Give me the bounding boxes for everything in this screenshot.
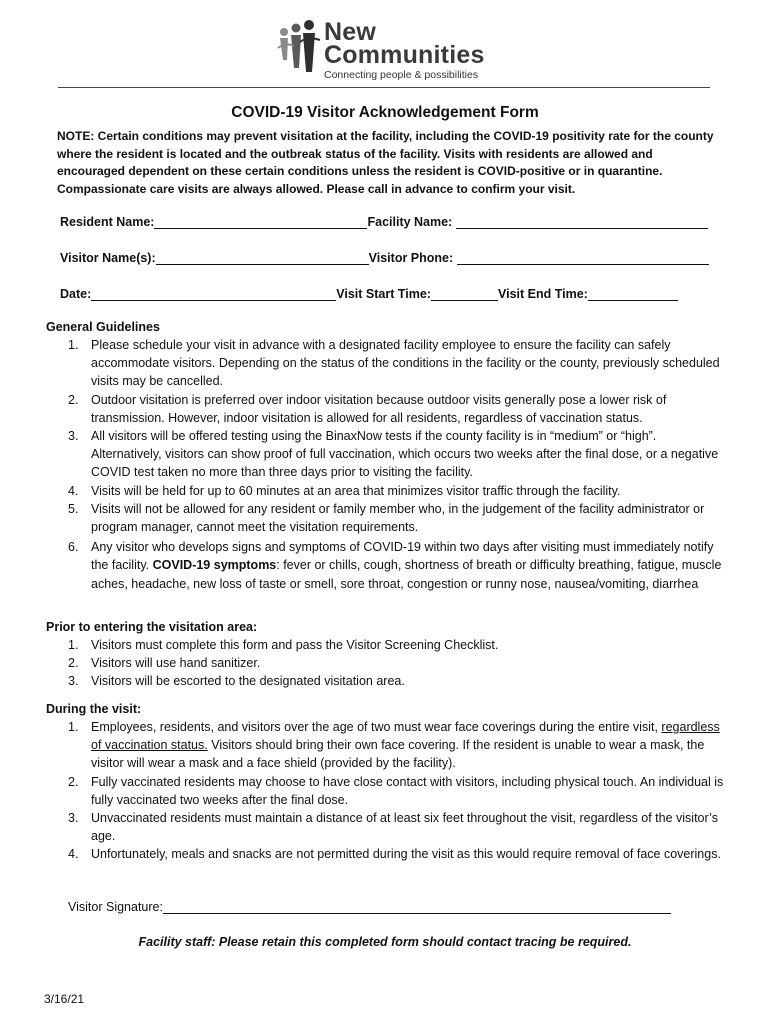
signature-label: Visitor Signature: (68, 900, 163, 914)
note-paragraph: NOTE: Certain conditions may prevent visitation at the facility, including the COVID-19 positivity rate for the county where the resident is located and the outbreak status of the facility. Visits with residents are allowed and encouraged dependent on these certain conditions unless the resident is COVID-positive or in quarantine. Compassionate care visits are always allowed. Please call in advance to confirm your visit. (57, 129, 714, 196)
during-list (46, 718, 726, 864)
form-title: COVID-19 Visitor Acknowledgement Form (231, 104, 539, 121)
vaccination-status-underlined: regardless of vaccination status. (91, 720, 720, 753)
visitor-names-label: Visitor Name(s): (60, 251, 156, 265)
resident-name-label: Resident Name: (60, 215, 155, 229)
visit-end-field[interactable] (588, 286, 678, 301)
visitor-phone-label: Visitor Phone: (368, 251, 454, 265)
signature-field[interactable] (163, 899, 671, 914)
visit-start-field[interactable] (431, 286, 498, 301)
signature-row (68, 899, 671, 914)
list-item: 2. Fully vaccinated residents may choose to have close contact with visitors, including physical touch. An individual is fully vaccinated two weeks after the final dose. (68, 774, 724, 807)
prior-heading: Prior to entering the visitation area: (46, 620, 258, 634)
list-item: 4. Unfortunately, meals and snacks are not permitted during the visit as this would require removal of face coverings. (68, 847, 721, 862)
header-divider (58, 87, 710, 88)
resident-facility-row (60, 214, 708, 229)
visitor-phone-field[interactable] (457, 250, 709, 265)
list-item: 3. All visitors will be offered testing using the BinaxNow tests if the county facility is in “medium” or “high”. Alternatively, visitors can show proof of full vaccination, which occurs two weeks after the final dose, or a negative COVID test taken no more than three days prior to visiting the facility. (68, 429, 719, 480)
visit-start-label: Visit Start Time: (336, 287, 431, 301)
facility-name-label: Facility Name: (367, 215, 453, 229)
list-item: 6. Any visitor who develops signs and symptoms of COVID-19 within two days after visiting must immediately notify the facility. COVID-19 symptoms: fever or chills, cough, shortness of breath or difficulty breathing, fatigue, muscle aches, headache, new loss of taste or smell, sore throat, congestion or runny nose, nausea/vomiting, diarrhea (68, 540, 722, 591)
retain-note: Facility staff: Please retain this completed form should contact tracing be required. (138, 935, 632, 949)
list-item: 3. Visitors will be escorted to the designated visitation area. (68, 674, 405, 689)
date-label: Date: (60, 287, 92, 301)
visit-end-label: Visit End Time: (497, 287, 588, 301)
list-item: 2. Visitors will use hand sanitizer. (68, 656, 261, 671)
general-guidelines-list (46, 336, 726, 593)
list-item: 2. Outdoor visitation is preferred over indoor visitation because outdoor visits generally pose a lower risk of transmission. However, indoor visitation is allowed for all residents, regardless of vaccination status. (68, 392, 667, 425)
prior-list (46, 636, 726, 691)
list-item: 5. Visits will not be allowed for any resident or family member who, in the judgement of the facility administrator or program manager, cannot meet the visitation requirements. (68, 501, 705, 535)
during-heading: During the visit: (46, 702, 142, 716)
logo-tagline: Connecting people & possibilities (324, 69, 479, 81)
list-item: 1. Employees, residents, and visitors over the age of two must wear face coverings during the entire visit, regardless of vaccination status. Visitors should bring their own face covering. If the resident is unable to wear a mask, the visitor will wear a mask and a face shield (provided by the facility). (68, 720, 720, 771)
general-guidelines-heading: General Guidelines (46, 320, 160, 334)
list-item: 1. Visitors must complete this form and pass the Visitor Screening Checklist. (68, 638, 499, 652)
list-item: 4. Visits will be held for up to 60 minutes at an area that minimizes visitor traffic through the facility. (68, 483, 621, 498)
visitor-row (60, 250, 709, 265)
list-item: 3. Unvaccinated residents must maintain a distance of at least six feet throughout the visit, regardless of the visitor’s age. (68, 811, 718, 844)
visitor-names-field[interactable] (156, 250, 369, 265)
people-figures-icon (276, 20, 324, 78)
date-field[interactable] (91, 286, 336, 301)
logo-name-line1: New (324, 18, 377, 46)
new-communities-logo (276, 18, 486, 84)
facility-name-field[interactable] (456, 214, 708, 229)
list-item: 1. Please schedule your visit in advance with a designated facility employee to ensure the facility can safely accommodate visitors. Depending on the status of the conditions in the facility or the county, previously scheduled visits may be cancelled. (68, 338, 720, 389)
date-time-row (60, 286, 678, 301)
resident-name-field[interactable] (154, 214, 367, 229)
footer-date: 3/16/21 (44, 992, 85, 1006)
logo-name-line2: Communities (324, 41, 485, 69)
covid-symptoms-label: COVID-19 symptoms (152, 558, 277, 573)
